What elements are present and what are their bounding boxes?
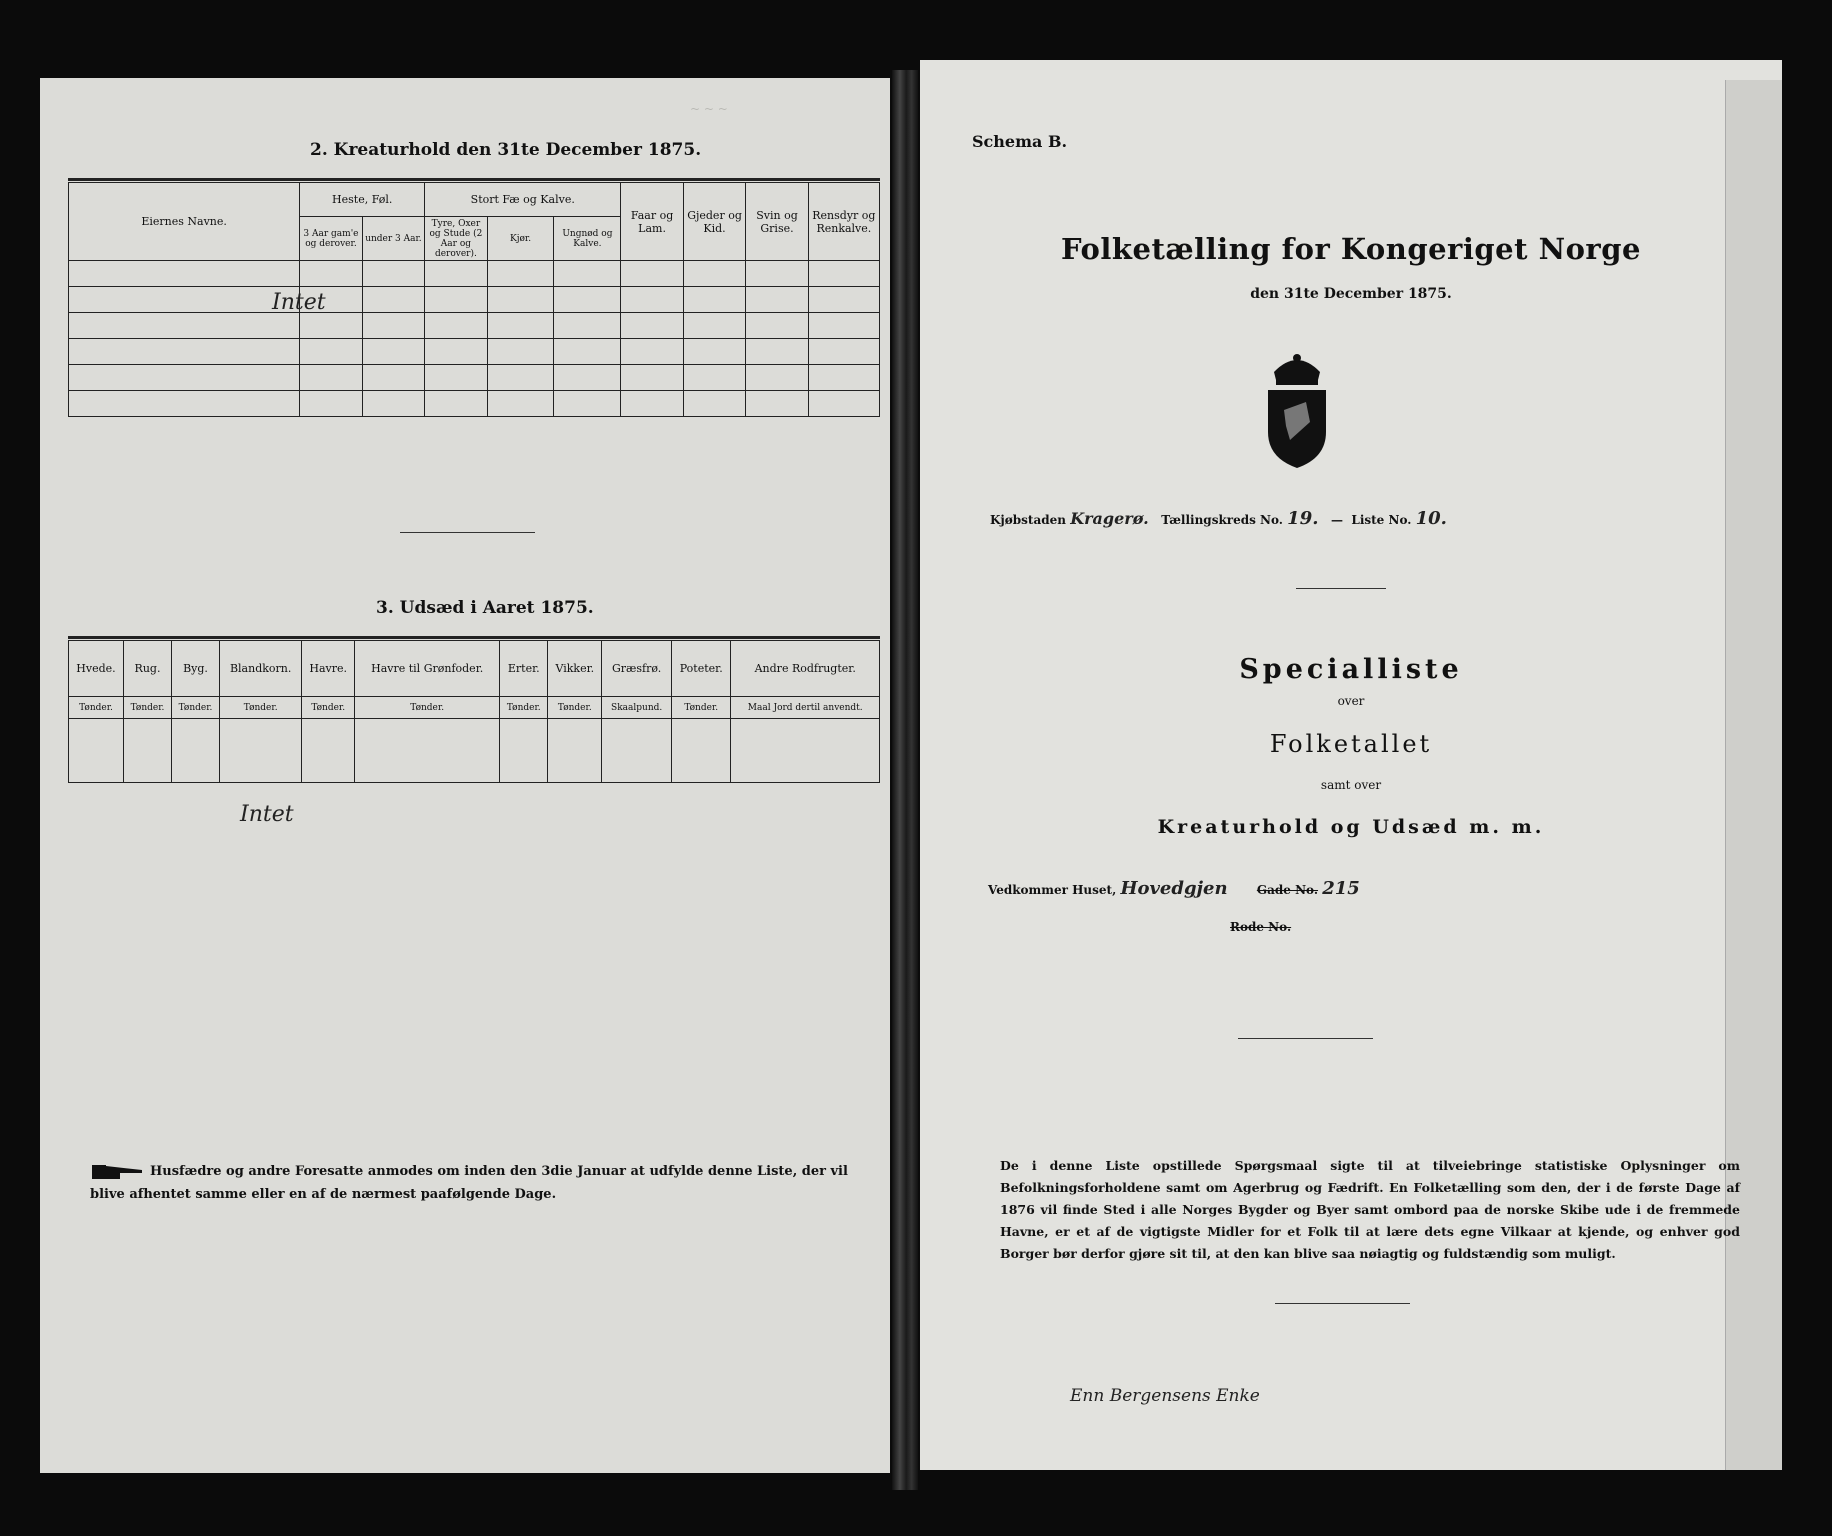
seed-unit-6: Tønder.	[500, 697, 548, 719]
separator-rule	[400, 532, 535, 533]
liste-label: Liste No.	[1351, 513, 1412, 527]
seed-col-6: Erter.	[500, 641, 548, 697]
huset-label: Vedkommer Huset,	[988, 883, 1117, 897]
right-page	[920, 60, 1782, 1470]
seed-col-5: Havre til Grønfoder.	[355, 641, 500, 697]
table-row	[69, 313, 880, 339]
section3-title: 3. Udsæd i Aaret 1875.	[376, 598, 594, 618]
huset-value: Hovedgjen	[1120, 878, 1228, 899]
table-row	[69, 261, 880, 287]
seed-unit-0: Tønder.	[69, 697, 124, 719]
gade-label: Gade No.	[1256, 883, 1319, 897]
kreds-value: 19.	[1287, 508, 1319, 529]
col-svin: Svin og Grise.	[746, 183, 808, 261]
book-spine	[892, 70, 918, 1490]
table-row	[69, 719, 880, 783]
rode-label: Rode No.	[1230, 920, 1292, 934]
seed-unit-2: Tønder.	[172, 697, 220, 719]
seed-col-1: Rug.	[123, 641, 171, 697]
seed-unit-7: Tønder.	[548, 697, 602, 719]
notice	[90, 1160, 880, 1206]
seed-unit-9: Tønder.	[671, 697, 730, 719]
seed-unit-10: Maal Jord dertil anvendt.	[731, 697, 880, 719]
seed-unit-3: Tønder.	[220, 697, 302, 719]
seed-unit-8: Skaalpund.	[602, 697, 672, 719]
seed-unit-1: Tønder.	[123, 697, 171, 719]
gade-value: 215	[1322, 878, 1360, 899]
seed-col-2: Byg.	[172, 641, 220, 697]
coat-of-arms-icon	[1260, 350, 1334, 470]
col-gjeder: Gjeder og Kid.	[683, 183, 745, 261]
seed-col-0: Hvede.	[69, 641, 124, 697]
kreaturhold-title: Kreaturhold og Udsæd m. m.	[1157, 816, 1545, 838]
census-date: den 31te December 1875.	[1250, 286, 1452, 302]
kreds-label: Tællingskreds No.	[1161, 513, 1283, 527]
col-faar: Faar og Lam.	[621, 183, 683, 261]
col-owner: Eiernes Navne.	[69, 183, 300, 261]
handwritten-intet-seed: Intet	[240, 802, 294, 827]
seed-col-3: Blandkorn.	[220, 641, 302, 697]
separator-rule	[1275, 1303, 1410, 1304]
over-text: over	[1337, 694, 1365, 708]
bleed-through-text: ~ ~ ~	[690, 102, 728, 116]
pointing-hand-icon	[90, 1161, 146, 1183]
handwritten-intet-livestock: Intet	[272, 290, 326, 315]
separator-rule	[1238, 1038, 1373, 1039]
kjobstad-value: Kragerø.	[1070, 509, 1149, 528]
seed-col-10: Andre Rodfrugter.	[731, 641, 880, 697]
section2-title: 2. Kreaturhold den 31te December 1875.	[310, 140, 702, 160]
table-row	[69, 339, 880, 365]
explanation-paragraph: De i denne Liste opstillede Spørgsmaal sigte til at tilveiebringe statistiske Oplysninger om Befolkningsforholdene samt om Agerbrug og Fædrift. En Folketælling som den, der i de første Dage af 1876 vil finde Sted i alle Norges Bygder og Byer samt ombord paa de norske Skibe ude i de fremmede Havne, er et af de vigtigste Midler for et Folk til at lære dets egne Vilkaar at kjende, og enhver god Borger bør derfor gjøre sit til, at den kan blive saa nøiagtig og fuldstændig som muligt.	[1000, 1158, 1740, 1261]
group-heste: Heste, Føl.	[300, 183, 425, 217]
separator-rule	[1296, 588, 1386, 589]
section3-top-rule	[68, 636, 880, 639]
sub-stort-2: Kjør.	[487, 217, 554, 261]
seed-col-7: Vikker.	[548, 641, 602, 697]
house-line	[988, 878, 1360, 899]
group-stort: Stort Fæ og Kalve.	[425, 183, 621, 217]
section2-top-rule	[68, 178, 880, 181]
sub-stort-3: Ungnød og Kalve.	[554, 217, 621, 261]
seed-col-8: Græsfrø.	[602, 641, 672, 697]
census-title: Folketælling for Kongeriget Norge	[1061, 232, 1641, 266]
specialliste-title: Specialliste	[1239, 654, 1463, 685]
col-rensdyr: Rensdyr og Renkalve.	[808, 183, 879, 261]
samt-over-text: samt over	[1320, 778, 1382, 792]
seed-col-9: Poteter.	[671, 641, 730, 697]
seed-table	[68, 640, 880, 783]
left-page	[40, 78, 890, 1473]
seed-unit-4: Tønder.	[302, 697, 355, 719]
seed-col-4: Havre.	[302, 641, 355, 697]
schema-label: Schema B.	[972, 132, 1068, 151]
sub-heste-2: under 3 Aar.	[362, 217, 424, 261]
kjobstad-label: Kjøbstaden	[990, 513, 1066, 527]
notice-text: Husfædre og andre Foresatte anmodes om inden den 3die Januar at udfylde denne Liste, der vil blive afhentet samme eller en af de nærmest paafølgende Dage.	[90, 1164, 848, 1202]
signature: Enn Bergensens Enke	[1070, 1386, 1260, 1406]
sub-heste-1: 3 Aar gam'e og derover.	[300, 217, 362, 261]
liste-value: 10.	[1415, 508, 1447, 529]
location-line: Kjøbstaden Kragerø. Tællingskreds No. 19. — Liste No. 10.	[990, 508, 1447, 529]
seed-unit-5: Tønder.	[355, 697, 500, 719]
folketallet-text: Folketallet	[1269, 730, 1433, 758]
livestock-table	[68, 182, 880, 417]
table-row	[69, 391, 880, 417]
sub-stort-1: Tyre, Oxer og Stude (2 Aar og derover).	[425, 217, 487, 261]
table-row	[69, 365, 880, 391]
table-row	[69, 287, 880, 313]
